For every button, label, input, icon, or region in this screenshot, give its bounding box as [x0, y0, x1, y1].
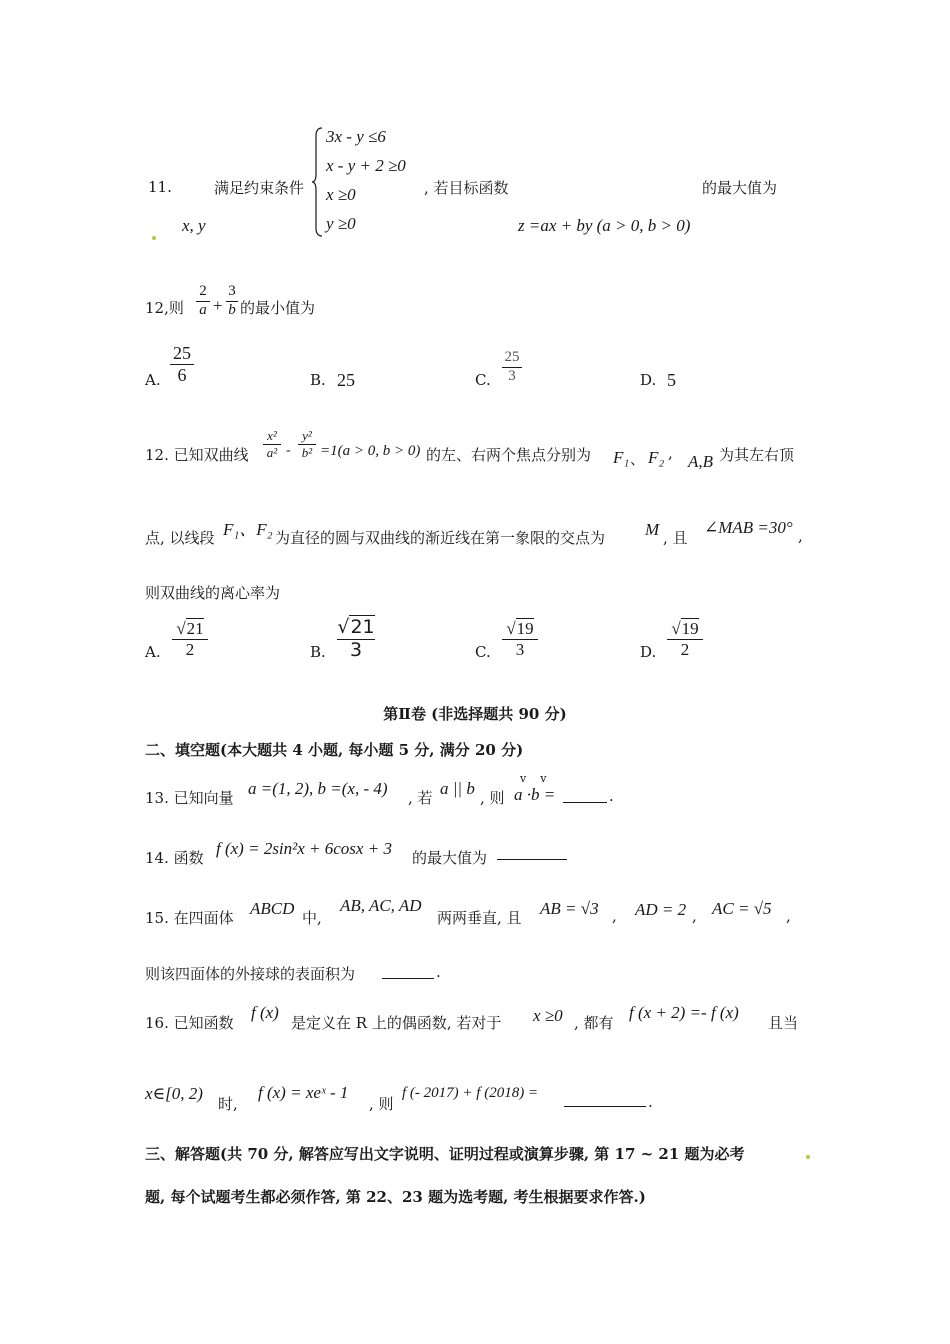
q16-fx: f (x): [251, 1003, 279, 1022]
q16-domain: x∈[0, 2): [145, 1084, 203, 1103]
q11-brace: [312, 126, 324, 238]
q12a-plus: +: [213, 296, 223, 315]
q13-answer-blank[interactable]: [563, 786, 607, 803]
q12b-option-d-value: √19 2: [667, 620, 703, 659]
q15-text: 15. 在四面体: [145, 909, 234, 927]
stray-mark: [152, 236, 156, 240]
stray-mark: [806, 1155, 810, 1159]
q12a-option-a-label: A.: [145, 371, 161, 389]
q16-relation: f (x + 2) =- f (x): [629, 1003, 739, 1022]
q11-constraint-2: x - y + 2 ≥0: [326, 156, 406, 175]
q12b-ab: A,B: [688, 452, 714, 471]
q12b-f2: F₂: [648, 448, 665, 467]
q12a-term2: 3 b: [226, 284, 238, 319]
q12a-number: 12,则: [145, 299, 184, 317]
q15-mid1: 中,: [302, 909, 322, 927]
q16-mid2: , 都有: [574, 1014, 614, 1032]
q14-suffix: 的最大值为: [412, 849, 488, 867]
q13-end: .: [609, 787, 614, 805]
q13-vectors: a =(1, 2), b =(x, - 4): [248, 779, 388, 798]
q13-text: 13. 已知向量: [145, 789, 234, 807]
q12a-suffix: 的最小值为: [240, 299, 316, 317]
q11-constraint-1: 3x - y ≤6: [326, 127, 386, 146]
q11-objective: z =ax + by (a > 0, b > 0): [518, 216, 691, 235]
q12a-option-d-value: 5: [667, 370, 676, 390]
q11-prefix: 满足约束条件: [214, 179, 305, 197]
q12b-line2-a: 点, 以线段: [145, 529, 215, 547]
q11-constraint-4: y ≥0: [326, 214, 356, 233]
q14-function: f (x) = 2sin²x + 6cosx + 3: [216, 839, 392, 858]
q12b-line2-b: 为直径的圆与双曲线的渐近线在第一象限的交点为: [275, 529, 606, 547]
q12b-line2-f: F₁、F₂: [223, 520, 273, 539]
q12b-option-b-label: B.: [310, 643, 326, 661]
q12b-line3: 则双曲线的离心率为: [145, 584, 281, 602]
q13-cond-a: , 若: [408, 789, 433, 807]
q12b-sep: 、: [630, 450, 646, 468]
q12b-m: M: [645, 520, 660, 539]
q15-abcd: ABCD: [250, 899, 295, 918]
q16-mid3: 且当: [768, 1014, 799, 1032]
q12b-option-b-value: √21 3: [337, 616, 375, 661]
q16-expression: f (- 2017) + f (2018) =: [402, 1085, 539, 1101]
q12b-line2-c: , 且: [663, 529, 688, 547]
answer-heading-line1: 三、解答题(共 70 分, 解答应写出文字说明、证明过程或演算步骤, 第 17 ~ 21 题为必考: [145, 1145, 745, 1163]
q13-cond-b: , 则: [480, 789, 505, 807]
q11-mid: , 若目标函数: [424, 179, 509, 197]
q12b-f1: F₁: [613, 448, 630, 467]
q12a-option-a-value: 25 6: [170, 344, 194, 385]
q11-vars: x, y: [182, 216, 206, 235]
q12b-comma: ,: [668, 444, 673, 462]
answer-heading-line2: 题, 每个试题考生都必须作答, 第 22、23 题为选考题, 考生根据要求作答.): [145, 1188, 646, 1206]
q12a-option-d-label: D.: [640, 371, 657, 389]
fill-heading: 二、填空题(本大题共 4 小题, 每小题 5 分, 满分 20 分): [145, 741, 524, 759]
q12b-line2-end: ,: [798, 527, 803, 545]
q15-end: .: [436, 963, 441, 981]
q12b-number: 12. 已知双曲线: [145, 446, 249, 464]
q12b-option-c-label: C.: [475, 643, 491, 661]
q16-mid5: , 则: [369, 1095, 394, 1113]
q11-number: 11.: [148, 178, 172, 196]
q15-line2: 则该四面体的外接球的表面积为: [145, 965, 356, 983]
q15-answer-blank[interactable]: [382, 962, 434, 979]
q16-end: .: [648, 1093, 653, 1111]
q16-mid1: 是定义在 R 上的偶函数, 若对于: [291, 1014, 502, 1032]
q15-ab: AB = √3: [540, 899, 599, 918]
q13-dot: a ·b =: [514, 785, 556, 804]
q12b-text1: 的左、右两个焦点分别为: [426, 446, 592, 464]
q13-cond: a || b: [440, 779, 475, 798]
q12a-option-c-label: C.: [475, 371, 491, 389]
q11-constraint-3: x ≥0: [326, 185, 356, 204]
q12b-text2: 为其左右顶: [719, 446, 795, 464]
q15-comma-1: ,: [612, 907, 617, 925]
q11-suffix: 的最大值为: [702, 179, 778, 197]
q12a-option-b-value: 25: [337, 370, 355, 390]
q15-ad: AD = 2: [635, 900, 687, 919]
q12b-frac-x: x² a²: [263, 429, 281, 459]
q12a-term1: 2 a: [196, 284, 210, 319]
q12b-eq-tail: =1(a > 0, b > 0): [320, 443, 421, 459]
q15-ac: AC = √5: [712, 899, 772, 918]
q14-answer-blank[interactable]: [497, 845, 567, 860]
q16-definition: f (x) = xeˣ - 1: [258, 1083, 349, 1102]
q12b-frac-y: y² b²: [298, 429, 316, 459]
vector-arrow-icon: v v: [520, 772, 547, 785]
section-title: 第Ⅱ卷 (非选择题共 90 分): [383, 705, 567, 723]
q12b-option-a-value: √21 2: [172, 620, 208, 659]
q12b-angle: ∠MAB =30°: [704, 518, 793, 537]
q12b-option-c-value: √19 3: [502, 620, 538, 659]
q16-cond: x ≥0: [533, 1006, 563, 1025]
q16-text: 16. 已知函数: [145, 1014, 234, 1032]
q15-mid2: 两两垂直, 且: [437, 909, 522, 927]
q15-comma-2: ,: [692, 907, 697, 925]
q12a-option-b-label: B.: [310, 371, 326, 389]
q16-mid4: 时,: [218, 1095, 238, 1113]
q12b-minus: -: [286, 443, 291, 458]
q16-answer-blank[interactable]: [564, 1090, 646, 1107]
q15-edges: AB, AC, AD: [340, 896, 422, 915]
q12b-option-a-label: A.: [145, 643, 161, 661]
q15-comma-3: ,: [786, 907, 791, 925]
q12b-option-d-label: D.: [640, 643, 657, 661]
q12a-option-c-value: 25 3: [502, 350, 522, 385]
q14-text: 14. 函数: [145, 849, 204, 867]
